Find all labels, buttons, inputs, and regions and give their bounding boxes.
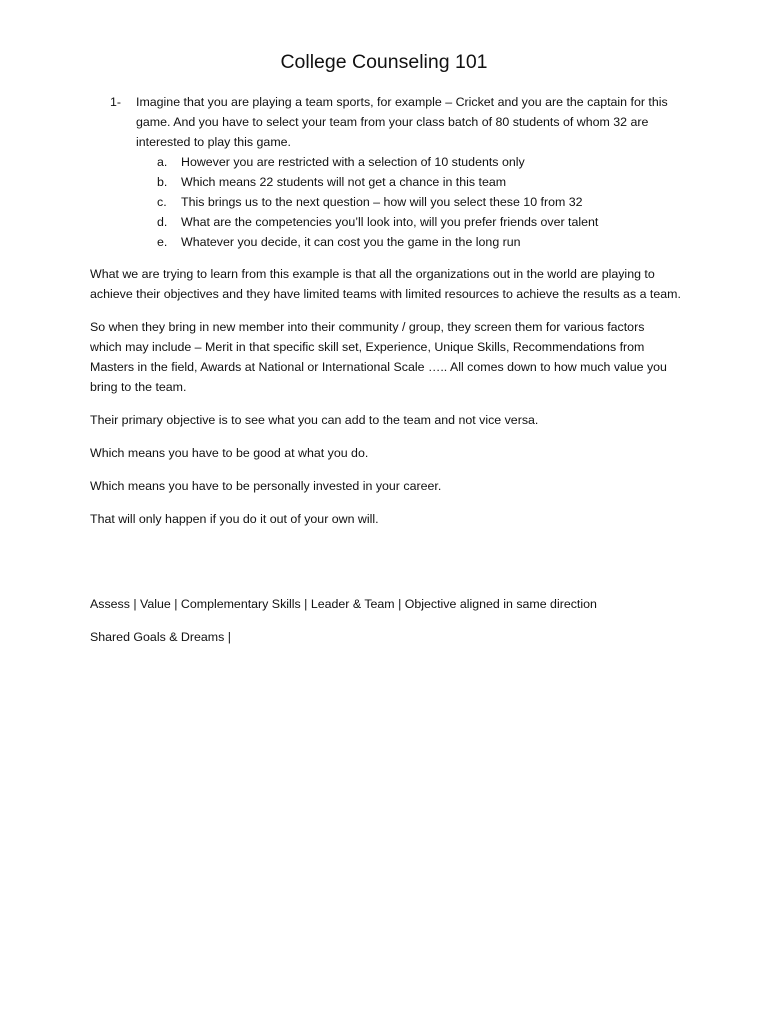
question-number: 1- <box>110 95 122 109</box>
list-item-letter: c. <box>157 195 167 209</box>
tag-lines <box>90 594 690 660</box>
list-item-text: However you are restricted with a selection of 10 students only <box>181 155 525 169</box>
list-item-text: Whatever you decide, it can cost you the game in the long run <box>181 235 521 249</box>
paragraph: Which means you have to be good at what you do. <box>90 446 369 460</box>
list-item <box>157 232 670 252</box>
paragraph: So when they bring in new member into their community / group, they screen them for various factors which may include – Merit in that specific skill set, Experience, Unique Skills, Recommendations from Masters in the field, Awards at National or International Scale ….. All comes down to how much value you bring to the team. <box>90 320 667 394</box>
tag-line: Shared Goals & Dreams | <box>90 630 231 644</box>
paragraph: Their primary objective is to see what you can add to the team and not vice versa. <box>90 413 539 427</box>
list-item <box>157 152 670 172</box>
list-item <box>157 212 670 232</box>
paragraph: Which means you have to be personally invested in your career. <box>90 479 442 493</box>
list-item <box>157 172 670 192</box>
page-title: College Counseling 101 <box>280 51 488 73</box>
tag-line: Assess | Value | Complementary Skills | Leader & Team | Objective aligned in same direction <box>90 597 597 611</box>
list-item-letter: e. <box>157 235 168 249</box>
paragraph: What we are trying to learn from this example is that all the organizations out in the world are playing to achieve their objectives and they have limited teams with limited resources to achieve the results as a team. <box>90 267 681 301</box>
list-item-letter: a. <box>157 155 168 169</box>
paragraph: That will only happen if you do it out of your own will. <box>90 512 379 526</box>
sub-item-list <box>157 152 670 252</box>
list-item-letter: d. <box>157 215 168 229</box>
list-item-text: This brings us to the next question – how will you select these 10 from 32 <box>181 195 583 209</box>
list-item-text: Which means 22 students will not get a chance in this team <box>181 175 507 189</box>
question-text: Imagine that you are playing a team sports, for example – Cricket and you are the captain for this game. And you have to select your team from your class batch of 80 students of whom 32 are interested to play this game. <box>136 95 668 149</box>
body-paragraphs <box>90 264 690 542</box>
list-item <box>157 192 670 212</box>
question-block <box>110 92 670 252</box>
list-item-text: What are the competencies you’ll look into, will you prefer friends over talent <box>181 215 599 229</box>
list-item-letter: b. <box>157 175 168 189</box>
